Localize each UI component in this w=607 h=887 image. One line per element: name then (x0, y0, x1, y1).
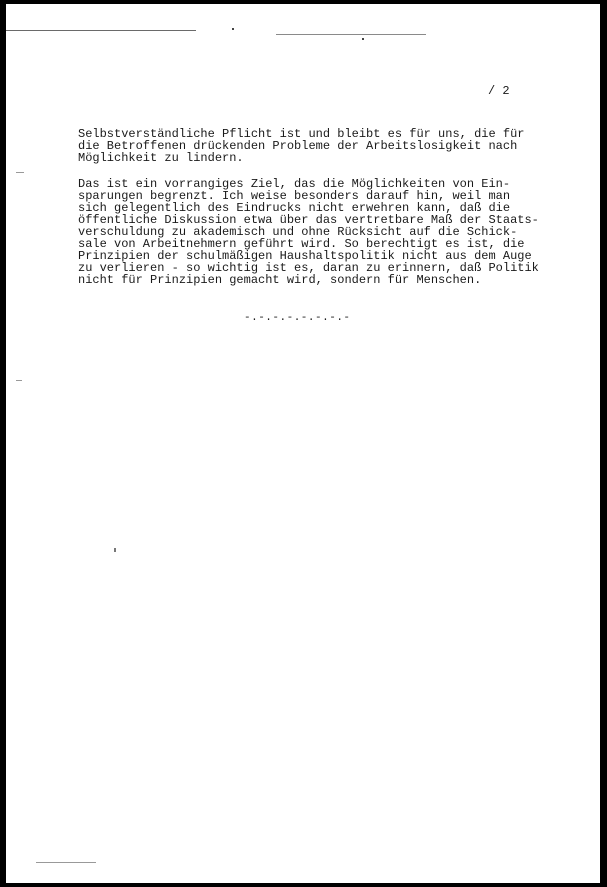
text-line: verschuldung zu akademisch und ohne Rücksicht auf die Schick- (78, 225, 518, 239)
text-line: Selbstverständliche Pflicht ist und bleibt es für uns, die für (78, 127, 525, 141)
scan-artifact-dot (114, 548, 116, 552)
scan-artifact-dot (362, 38, 364, 40)
text-line: Prinzipien der schulmäßigen Haushaltspolitik nicht aus dem Auge (78, 249, 532, 263)
scan-artifact-top-left (6, 30, 196, 31)
end-separator: -.-.-.-.-.-.-.- (244, 312, 351, 324)
scan-artifact-dot (16, 172, 24, 173)
text-line: öffentliche Diskussion etwa über das vertretbare Maß der Staats- (78, 213, 539, 227)
paragraph-1 (78, 128, 558, 164)
text-line: zu verlieren - so wichtig ist es, daran zu erinnern, daß Politik (78, 261, 539, 275)
text-line: die Betroffenen drückenden Probleme der Arbeitslosigkeit nach (78, 139, 518, 153)
page-number: / 2 (488, 84, 510, 98)
document-page (6, 4, 600, 883)
text-line: sparungen begrenzt. Ich weise besonders darauf hin, weil man (78, 189, 511, 203)
paragraph-2 (78, 178, 558, 286)
scan-artifact-top-right (276, 34, 426, 35)
text-line: nicht für Prinzipien gemacht wird, sondern für Menschen. (78, 273, 482, 287)
text-line: Das ist ein vorrangiges Ziel, das die Möglichkeiten von Ein- (78, 177, 511, 191)
scan-artifact-bottom (36, 862, 96, 863)
scan-artifact-dot (16, 380, 22, 381)
text-line: Möglichkeit zu lindern. (78, 151, 244, 165)
text-line: sale von Arbeitnehmern geführt wird. So berechtigt es ist, die (78, 237, 525, 251)
scan-artifact-dot (232, 28, 234, 30)
text-line: sich gelegentlich des Eindrucks nicht erwehren kann, daß die (78, 201, 511, 215)
